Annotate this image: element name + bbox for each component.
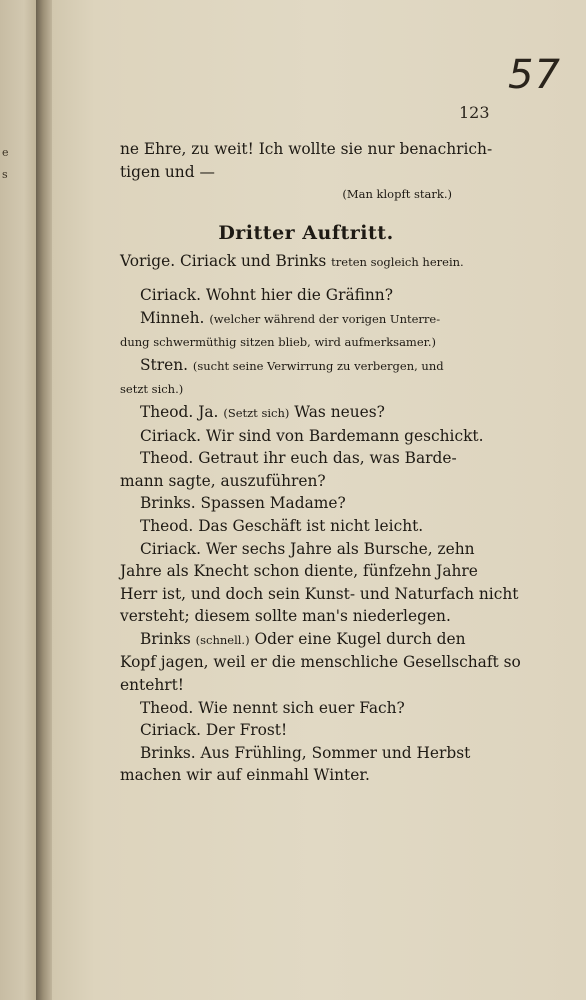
text-fragment: Brinks. Spassen Madame?: [140, 494, 346, 513]
text-fragment: Dritter Auftritt.: [218, 221, 394, 244]
text-line: [120, 538, 492, 561]
line-gap: [120, 274, 492, 284]
text-line: [120, 425, 492, 448]
text-fragment: Ciriack. Der Frost!: [140, 721, 288, 740]
text-fragment: machen wir auf einmahl Winter.: [120, 766, 370, 785]
text-line: [120, 492, 492, 515]
left-page-mark: s: [2, 168, 8, 181]
stage-direction: (Man klopft stark.): [342, 187, 452, 202]
text-line: [120, 183, 492, 206]
text-line: [120, 307, 492, 331]
text-line: [120, 515, 492, 538]
text-line: [120, 401, 492, 425]
text-line: [120, 628, 492, 652]
text-fragment: Minneh.: [140, 308, 210, 327]
text-line: [120, 651, 521, 674]
text-line: [120, 138, 492, 161]
text-line: [120, 354, 492, 378]
text-line: [120, 560, 492, 583]
scene-heading: [120, 222, 492, 245]
text-fragment: Was neues?: [289, 402, 385, 421]
text-fragment: Kopf jagen, weil er die menschliche Gesellschaft so: [120, 653, 521, 672]
stage-direction: (sucht seine Verwirrung zu verbergen, und: [192, 358, 444, 373]
text-line: [120, 697, 492, 720]
text-line: [120, 742, 492, 765]
text-line: [120, 377, 492, 401]
text-line: [120, 719, 492, 742]
left-page-edge: [0, 0, 40, 1000]
text-fragment: Stren.: [140, 355, 193, 374]
text-fragment: Ciriack. Wohnt hier die Gräfinn?: [140, 285, 393, 304]
left-page-mark: e: [2, 146, 9, 159]
text-fragment: Theod. Das Geschäft ist nicht leicht.: [140, 516, 424, 535]
text-fragment: Jahre als Knecht schon diente, fünfzehn Jahre: [120, 562, 478, 581]
text-fragment: Vorige. Ciriack und Brinks: [120, 252, 332, 271]
handwritten-page-number: 57: [508, 52, 561, 98]
text-fragment: Theod. Ja.: [140, 402, 224, 421]
text-line: [120, 250, 492, 274]
stage-direction: (welcher während der vorigen Unterre-: [209, 311, 441, 326]
text-fragment: Ciriack. Wir sind von Bardemann geschickt.: [140, 426, 484, 445]
stage-direction: (schnell.): [195, 632, 250, 647]
text-fragment: versteht; diesem sollte man's niederlegen.: [120, 607, 451, 626]
text-line: [120, 674, 492, 697]
text-line: [120, 284, 492, 307]
text-line: [120, 605, 492, 628]
book-page: [52, 0, 586, 1000]
text-fragment: tigen und —: [120, 162, 215, 181]
text-line: [120, 764, 492, 787]
text-line: [120, 470, 492, 493]
text-fragment: entehrt!: [120, 676, 184, 695]
stage-direction: (Setzt sich): [223, 405, 290, 420]
text-line: [120, 330, 492, 354]
stage-direction: dung schwermüthig sitzen blieb, wird aufmerksamer.): [120, 335, 437, 350]
text-fragment: Theod. Wie nennt sich euer Fach?: [140, 698, 405, 717]
stage-direction: treten sogleich herein.: [331, 255, 464, 270]
text-line: [120, 161, 492, 184]
text-fragment: ne Ehre, zu weit! Ich wollte sie nur benachrich-: [120, 140, 493, 158]
page-text: [120, 138, 521, 787]
text-fragment: Oder eine Kugel durch den: [249, 629, 466, 648]
text-line: [120, 447, 492, 470]
text-fragment: Theod. Getraut ihr euch das, was Barde-: [140, 449, 457, 468]
text-fragment: mann sagte, auszuführen?: [120, 471, 326, 490]
text-fragment: Brinks. Aus Frühling, Sommer und Herbst: [140, 743, 471, 762]
text-fragment: Brinks: [140, 629, 196, 648]
printed-page-number: 123: [459, 103, 490, 122]
stage-direction: setzt sich.): [120, 382, 184, 397]
text-line: [120, 583, 519, 606]
text-fragment: Herr ist, und doch sein Kunst- und Naturfach nicht: [120, 584, 519, 603]
text-fragment: Ciriack. Wer sechs Jahre als Bursche, zehn: [140, 539, 475, 558]
